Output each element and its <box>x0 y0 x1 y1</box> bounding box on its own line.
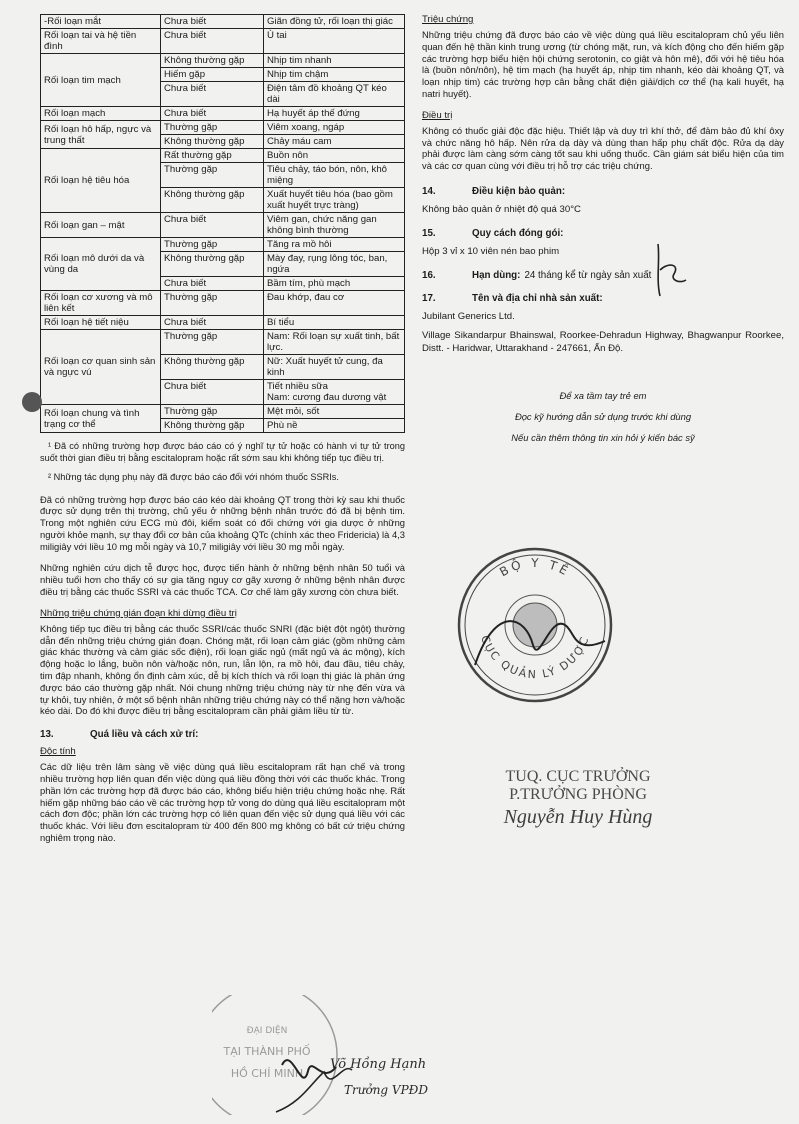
section-title: Điều kiện bảo quản: <box>472 185 566 197</box>
effect-cell: Nhịp tim chậm <box>264 68 405 82</box>
frequency-cell: Thường gặp <box>161 330 264 355</box>
initials-signature <box>650 240 690 300</box>
organ-system-cell: Rối loạn mô dưới da và vùng da <box>41 238 161 291</box>
shelf-life-text: 24 tháng kể từ ngày sản xuất <box>524 269 652 281</box>
left-column <box>40 14 405 844</box>
effect-cell: Nữ: Xuất huyết tử cung, đa kinh <box>264 355 405 380</box>
table-row <box>41 405 405 419</box>
stamp-top-text: BỘ Y TẾ <box>497 555 573 580</box>
frequency-cell: Chưa biết <box>161 316 264 330</box>
withdrawal-paragraph: Không tiếp tục điều trị bằng các thuốc SSRI/các thuốc SNRI (đặc biệt đột ngột) thường dẫn đến những triệu chứng gián đoạn. Chóng mặt, rối loạn cảm giác (gồm những cảm giác khác thường và cảm giác sốc điện), rối loạn giấc ngủ (mất ngủ và ác mộng), kích động hoặc lo lắng, buồn nôn và/hoặc nôn, run, lẫn lộn, ra mồ hôi, đau đầu, tiêu chảy, tim đập nhanh, không ổn định cảm xúc, dễ bị kích thích và rối loạn thị giác là phản ứng được báo cáo thường gặp nhất. Nói chung những triệu chứng này từ nhẹ đến vừa và tự khỏi, tuy nhiên, ở một số bệnh nhân những triệu chứng này có thể nặng hơn và/hoặc kéo dài. Do đó khi được điều trị bằng escitalopram cần phải giảm liều từ từ. <box>40 622 405 717</box>
storage-text: Không bảo quản ở nhiệt độ quá 30°C <box>422 203 581 215</box>
table-row <box>41 149 405 163</box>
frequency-cell: Rất thường gặp <box>161 149 264 163</box>
official-stamp-seal <box>455 545 615 705</box>
organ-system-cell: Rối loạn cơ xương và mô liên kết <box>41 291 161 316</box>
table-row <box>41 238 405 252</box>
section-16-heading <box>422 270 784 281</box>
footnote-2: ² Những tác dụng phụ này đã được báo cáo đối với nhóm thuốc SSRIs. <box>48 472 339 482</box>
organ-system-cell: Rối loạn cơ quan sinh sản và ngực vú <box>41 330 161 405</box>
effect-cell: Phù nề <box>264 419 405 433</box>
signatory-title-line-2: P.TRƯỞNG PHÒNG <box>509 786 647 803</box>
section-15-heading <box>422 228 784 239</box>
effect-cell: Tiêu chảy, táo bón, nôn, khô miệng <box>264 163 405 188</box>
stamp-bottom-text: CỤC QUẢN LÝ DƯỢC <box>478 633 592 682</box>
organ-system-cell: Rối loạn gan – mật <box>41 213 161 238</box>
organ-system-cell: Rối loạn mạch <box>41 107 161 121</box>
frequency-cell: Không thường gặp <box>161 135 264 149</box>
toxicity-paragraph: Các dữ liệu trên lâm sàng về việc dùng quá liều escitalopram rất hạn chế và trong nhiều trường hợp liên quan đến việc dùng quá liều đồng thời với các thuốc khác. Trong phần lớn các trường hợp đã được báo cáo, không biểu hiện triệu chứng hoặc nhẹ. Rất hiếm gặp những báo cáo về các trường hợp tử vong do dùng quá liều escitalopram một cách đơn độc; phần lớn các trường hợp có liên quan đến việc sử dụng quá liều với các thuốc khác. Với liều đơn escitalopram từ 400 đến 800 mg không có bất cứ triệu chứng nghiêm trọng nào. <box>40 761 405 844</box>
frequency-cell: Chưa biết <box>161 380 264 405</box>
effect-cell: Bầm tím, phù mạch <box>264 277 405 291</box>
section-title: Quá liều và cách xử trí: <box>90 729 199 741</box>
qt-paragraph: Đã có những trường hợp được báo cáo kéo dài khoảng QT trong thời kỳ sau khi thuốc được sử dụng trên thị trường, chủ yếu ở những bệnh nhân trước đó đã bị bệnh tim. Trong một nghiên cứu ECG mù đôi, kiểm soát có đối chứng với gia dược ở những người khỏe mạnh, sự thay đổi cơ bản của khoảng QTc (chính xác theo Fridericia) là 4,3 miligiây với liều 10 mg mỗi ngày và 10,7 miligiây với liều 30 mg mỗi ngày. <box>40 493 405 552</box>
svg-text:Trưởng VPĐD: Trưởng VPĐD <box>344 1083 428 1097</box>
right-column <box>422 14 784 444</box>
frequency-cell: Chưa biết <box>161 277 264 291</box>
effect-cell: Hạ huyết áp thế đứng <box>264 107 405 121</box>
effect-cell: Nam: Rối loạn sự xuất tinh, bất lực. <box>264 330 405 355</box>
svg-text:HỒ CHÍ MINH: HỒ CHÍ MINH <box>230 1067 304 1080</box>
effect-cell: Ù tai <box>264 29 405 54</box>
symptoms-heading: Triệu chứng <box>422 14 474 25</box>
effect-cell: Chảy máu cam <box>264 135 405 149</box>
table-row <box>41 213 405 238</box>
fracture-paragraph: Những nghiên cứu dịch tễ được học, được tiến hành ở những bệnh nhân 50 tuổi và nhiều tuổi hơn cho thấy có sự gia tăng nguy cơ gãy xương ở những bệnh nhân được điều trị bằng các thuốc SSRI và các thuốc TCA. Cơ chế làm gãy xương còn chưa biết. <box>40 562 405 598</box>
effect-cell: Buồn nôn <box>264 149 405 163</box>
frequency-cell: Hiếm gặp <box>161 68 264 82</box>
svg-text:Võ Hồng Hạnh: Võ Hồng Hạnh <box>330 1057 427 1072</box>
hole-punch-mark <box>22 392 42 412</box>
organ-system-cell: -Rối loạn mắt <box>41 15 161 29</box>
frequency-cell: Thường gặp <box>161 291 264 316</box>
section-number: 14. <box>422 185 436 197</box>
table-row <box>41 29 405 54</box>
frequency-cell: Không thường gặp <box>161 54 264 68</box>
table-row <box>41 316 405 330</box>
section-number: 13. <box>40 729 54 741</box>
section-title: Hạn dùng: <box>472 269 521 281</box>
organ-system-cell: Rối loạn tai và hệ tiền đình <box>41 29 161 54</box>
table-row <box>41 54 405 68</box>
table-row <box>41 330 405 355</box>
symptoms-paragraph: Những triệu chứng đã được báo cáo về việc dùng quá liều escitalopram chủ yếu liên quan đến hệ thần kinh trung ương (từ chóng mặt, run, và kích động cho đến hiếm gặp các trường hợp biểu hiện hội chứng serotonin, co giật và hôn mê), đối với hệ tiêu hóa là (buồn nôn/nôn), hệ tim mạch (hạ huyết áp, nhịp tim nhanh, kéo dài khoảng QT, và loạn nhịp tim) các trường hợp cân bằng chất điện giải/dịch cơ thể (hạ kali huyết, hạ natri huyết). <box>422 29 784 99</box>
organ-system-cell: Rối loạn hệ tiết niệu <box>41 316 161 330</box>
organ-system-cell: Rối loạn tim mạch <box>41 54 161 107</box>
table-row <box>41 291 405 316</box>
effect-cell: Giãn đồng tử, rối loạn thị giác <box>264 15 405 29</box>
svg-text:ĐẠI DIỆN: ĐẠI DIỆN <box>246 1026 288 1036</box>
frequency-cell: Chưa biết <box>161 15 264 29</box>
section-13-heading <box>40 729 405 740</box>
section-number: 16. <box>422 269 436 281</box>
section-number: 15. <box>422 227 436 239</box>
effect-cell: Tăng ra mồ hôi <box>264 238 405 252</box>
table-row <box>41 107 405 121</box>
effect-cell: Viêm xoang, ngáp <box>264 121 405 135</box>
table-row <box>41 15 405 29</box>
frequency-cell: Thường gặp <box>161 405 264 419</box>
frequency-cell: Không thường gặp <box>161 252 264 277</box>
toxicity-heading: Độc tính <box>40 746 76 758</box>
frequency-cell: Chưa biết <box>161 107 264 121</box>
packaging-text: Hộp 3 vỉ x 10 viên nén bao phim <box>422 245 560 257</box>
svg-text:BỘ Y TẾ <box>497 556 573 579</box>
organ-system-cell: Rối loạn chung và tình trạng cơ thể <box>41 405 161 433</box>
signatory-title <box>478 768 678 804</box>
footnote-1: ¹ Đã có những trường hợp được báo cáo có ý nghĩ tự tử hoặc có hành vi tự tử trong suốt thời gian điều trị bằng escitalopram hoặc rất sớm sau khi không tiếp tục điều trị. <box>40 441 405 463</box>
table-row <box>41 121 405 135</box>
manufacturer-address: Village Sikandarpur Bhainswal, Roorkee-Dehradun Highway, Bhagwanpur Roorkee, Distt. - Haridwar, Uttarakhand - 247661, Ấn Độ. <box>422 329 784 354</box>
withdrawal-heading: Những triệu chứng gián đoạn khi dừng điều trị <box>40 607 237 619</box>
signatory-name: Nguyễn Huy Hùng <box>503 806 653 828</box>
frequency-cell: Không thường gặp <box>161 355 264 380</box>
adverse-effects-table <box>40 14 405 433</box>
effect-cell: Điện tâm đồ khoảng QT kéo dài <box>264 82 405 107</box>
frequency-cell: Thường gặp <box>161 238 264 252</box>
section-title: Quy cách đóng gói: <box>472 227 564 239</box>
effect-cell: Bí tiểu <box>264 316 405 330</box>
frequency-cell: Thường gặp <box>161 121 264 135</box>
organ-system-cell: Rối loạn hệ tiêu hóa <box>41 149 161 213</box>
warning-children: Để xa tầm tay trẻ em <box>559 389 647 401</box>
handwritten-signature <box>272 1042 432 1120</box>
warning-consult-doctor: Nếu cần thêm thông tin xin hỏi ý kiến bác sỹ <box>511 431 695 443</box>
frequency-cell: Không thường gặp <box>161 188 264 213</box>
section-14-heading <box>422 186 784 197</box>
manufacturer-name: Jubilant Generics Ltd. <box>422 310 515 322</box>
svg-text:TẠI THÀNH PHỐ: TẠI THÀNH PHỐ <box>223 1045 311 1058</box>
frequency-cell: Thường gặp <box>161 163 264 188</box>
section-17-heading <box>422 293 784 304</box>
frequency-cell: Chưa biết <box>161 213 264 238</box>
effect-cell: Viêm gan, chức năng gan không bình thường <box>264 213 405 238</box>
effect-cell: Nhịp tim nhanh <box>264 54 405 68</box>
frequency-cell: Chưa biết <box>161 29 264 54</box>
frequency-cell: Không thường gặp <box>161 419 264 433</box>
effect-cell: Xuất huyết tiêu hóa (bao gồm xuất huyết trực tràng) <box>264 188 405 213</box>
treatment-heading: Điều trị <box>422 109 453 121</box>
frequency-cell: Chưa biết <box>161 82 264 107</box>
effect-cell: Tiết nhiều sữa Nam: cương đau dương vật <box>264 380 405 405</box>
section-title: Tên và địa chỉ nhà sản xuất: <box>472 292 603 304</box>
warning-read-instructions: Đọc kỹ hướng dẫn sử dụng trước khi dùng <box>514 410 692 422</box>
effect-cell: Mệt mỏi, sốt <box>264 405 405 419</box>
section-number: 17. <box>422 292 436 304</box>
effect-cell: Mày đay, rụng lông tóc, ban, ngứa <box>264 252 405 277</box>
effect-cell: Đau khớp, đau cơ <box>264 291 405 316</box>
organ-system-cell: Rối loạn hô hấp, ngực và trung thất <box>41 121 161 149</box>
treatment-paragraph: Không có thuốc giải độc đặc hiệu. Thiết lập và duy trì khí thở, để đảm bảo đủ khí ôxy và chức năng hô hấp. Nên rửa dạ dày và dùng than hấp phụ chất độc. Rửa dạ dày phải được làm càng sớm càng tốt sau khi uống thuốc. Cần giám sát biểu hiện của tim và các cơ quan cùng với điều trị hỗ trợ các triệu chứng. <box>422 124 784 172</box>
signatory-title-line-1: TUQ. CỤC TRƯỞNG <box>505 768 651 785</box>
